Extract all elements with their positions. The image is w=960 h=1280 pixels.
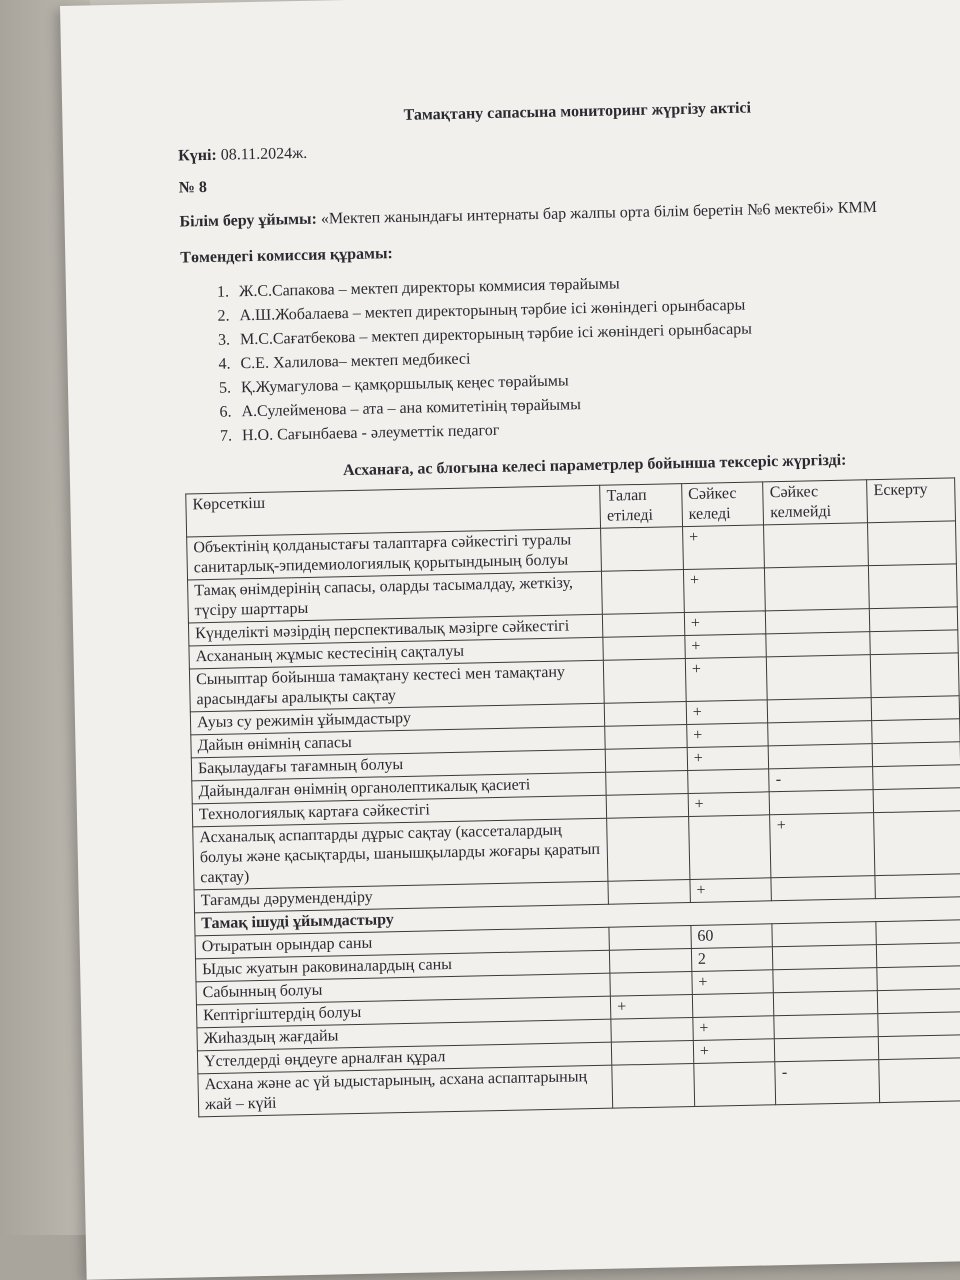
document-title: Тамақтану сапасына мониторинг жүргізу актісі: [403, 99, 752, 124]
row-mark-cell: [870, 607, 958, 632]
row-mark-cell: 60: [691, 924, 773, 949]
row-mark-cell: [692, 993, 774, 1018]
row-mark-cell: [764, 523, 869, 568]
row-indicator: Ауыз су режимін ұйымдастыру: [190, 703, 605, 735]
row-mark-cell: [774, 1014, 878, 1039]
row-indicator: Күнделікті мәзірдің перспективалық мәзірге сәйкестігі: [188, 614, 603, 646]
row-mark-cell: [610, 971, 692, 996]
commission-member: 2. А.Ш.Жобалаева – мектеп директорының тәрбие ісі жөніндегі орынбасары: [233, 290, 941, 329]
row-mark-cell: [775, 1037, 879, 1062]
row-indicator: Үстелдерді өңдеуге арналған құрал: [197, 1042, 612, 1074]
row-mark-cell: +: [688, 792, 770, 817]
commission-member: 6. А.Сулейменова – ата – ана комитетінің төрайымы: [235, 386, 943, 425]
row-mark-cell: [768, 721, 872, 746]
commission-list: [181, 266, 944, 450]
row-mark-cell: [604, 659, 687, 704]
row-mark-cell: [872, 742, 960, 767]
row-mark-cell: +: [692, 970, 774, 995]
commission-heading: Төмендегі комиссия құрамы:: [180, 245, 393, 267]
header-compliant: Сәйкес келеді: [681, 482, 764, 527]
row-indicator: Ыдыс жуатын раковиналардың саны: [195, 950, 610, 982]
date-label: Күні:: [177, 146, 217, 165]
row-mark-cell: [774, 991, 878, 1016]
header-note: Ескерту: [867, 478, 956, 523]
inspection-table: [185, 477, 960, 1117]
row-mark-cell: [874, 811, 960, 876]
row-mark-cell: [771, 876, 875, 901]
row-mark-cell: +: [687, 723, 769, 748]
row-mark-cell: +: [684, 611, 766, 636]
row-indicator: Сыныптар бойынша тамақтану кестесі мен тамақтану арасындағы аралықты сақтау: [189, 660, 604, 712]
row-mark-cell: +: [686, 700, 768, 725]
row-mark-cell: [772, 922, 876, 947]
commission-member: 5. Қ.Жумагулова – қамқоршылық кеңес төрайымы: [235, 362, 943, 401]
row-mark-cell: -: [769, 767, 873, 792]
row-mark-cell: [606, 771, 688, 796]
row-indicator: Асхана және ас үй ыдыстарының, асхана аспаптарының жай – күйі: [198, 1065, 613, 1117]
row-mark-cell: [612, 1063, 695, 1108]
row-mark-cell: +: [690, 878, 772, 903]
row-indicator: Сабынның болуы: [196, 973, 611, 1005]
row-mark-cell: [868, 521, 957, 566]
row-mark-cell: +: [682, 525, 765, 570]
row-mark-cell: [606, 794, 688, 819]
paper-sheet: [60, 0, 960, 1280]
row-indicator: Тағамды дәрумендендіру: [194, 881, 609, 913]
row-mark-cell: [608, 880, 690, 905]
row-mark-cell: +: [611, 994, 693, 1019]
row-mark-cell: [873, 765, 960, 790]
row-mark-cell: +: [685, 634, 767, 659]
row-indicator: Технологиялық картаға сәйкестігі: [192, 795, 607, 827]
org-label: Білім беру ұйымы:: [179, 210, 318, 231]
check-heading: Асханаға, ас блогына келесі параметрлер бойынша тексеріс жүргізді:: [342, 451, 847, 480]
row-mark-cell: [687, 769, 769, 794]
row-mark-cell: [769, 744, 873, 769]
row-mark-cell: [768, 698, 872, 723]
commission-member: 3. М.С.Сағатбекова – мектеп директорының тәрбие ісі жөніндегі орынбасары: [234, 314, 942, 353]
row-mark-cell: [879, 1035, 960, 1060]
row-mark-cell: [603, 613, 685, 638]
row-mark-cell: [876, 920, 960, 945]
row-indicator: Бақылаудағы тағамның болуы: [191, 749, 606, 781]
date-value: 08.11.2024ж.: [220, 144, 308, 164]
row-mark-cell: [766, 609, 870, 634]
row-mark-cell: [873, 788, 960, 813]
header-required: Талап етіледі: [600, 484, 683, 529]
document-body: [177, 96, 958, 1118]
row-indicator: Дайындалған өнімнің органолептикалық қасиеті: [192, 772, 607, 804]
row-mark-cell: [878, 989, 960, 1014]
row-mark-cell: -: [775, 1060, 880, 1105]
row-indicator: Объектінің қолданыстағы талаптарға сәйкестігі туралы санитарлық-эпидемиологиялық қорытындының болуы: [187, 528, 602, 580]
row-mark-cell: +: [685, 657, 768, 702]
row-mark-cell: [871, 696, 959, 721]
row-indicator: Жиһаздың жағдайы: [197, 1019, 612, 1051]
row-mark-cell: [770, 790, 874, 815]
row-indicator: Асхананың жұмыс кестесінің сақталуы: [189, 637, 604, 669]
row-mark-cell: +: [687, 746, 769, 771]
row-indicator: Дайын өнімнің сапасы: [191, 726, 606, 758]
org-value: «Мектеп жанындағы интернаты бар жалпы орта білім беретін №6 мектебі» КММ: [320, 198, 878, 228]
table-body-dining: [195, 920, 960, 1117]
row-indicator: Кептіргіштердің болуы: [196, 996, 611, 1028]
row-mark-cell: [869, 564, 958, 609]
header-noncompliant: Сәйкес келмейді: [763, 480, 868, 525]
row-mark-cell: [602, 570, 685, 615]
row-indicator: Асханалық аспаптарды дұрыс сақтау (кассеталардың болуы және қасықтарды, шанышқыларды жоғары қаратып сақтау): [193, 818, 608, 890]
commission-member: 7. Н.О. Сағынбаева - әлеуметтік педагог: [236, 410, 944, 449]
row-mark-cell: [765, 566, 870, 611]
row-mark-cell: [877, 943, 960, 968]
row-indicator: Тамақ өнімдерінің сапасы, оларды тасымалдау, жеткізу, түсіру шарттары: [188, 571, 603, 623]
row-mark-cell: [766, 632, 870, 657]
organization-line: [179, 196, 939, 234]
row-mark-cell: [612, 1040, 694, 1065]
row-mark-cell: +: [693, 1016, 775, 1041]
row-mark-cell: +: [683, 568, 766, 613]
row-indicator: Отыратын орындар саны: [195, 927, 610, 959]
row-mark-cell: 2: [691, 947, 773, 972]
commission-member: 1. Ж.С.Сапакова – мектеп директоры коммисия төрайымы: [233, 266, 941, 305]
row-mark-cell: [603, 636, 685, 661]
row-mark-cell: +: [770, 813, 875, 878]
commission-member: 4. С.Е. Халилова– мектеп медбикесі: [234, 338, 942, 377]
row-mark-cell: [605, 725, 687, 750]
table-body-main: [187, 521, 960, 913]
row-mark-cell: [694, 1062, 777, 1107]
row-mark-cell: [878, 1012, 960, 1037]
row-mark-cell: [773, 968, 877, 993]
row-mark-cell: [611, 1017, 693, 1042]
row-mark-cell: [605, 748, 687, 773]
header-indicator: Көрсеткіш: [186, 485, 601, 537]
date-line: [178, 132, 938, 166]
row-mark-cell: [609, 925, 691, 950]
row-mark-cell: +: [693, 1039, 775, 1064]
row-mark-cell: [601, 527, 684, 572]
row-mark-cell: [870, 630, 958, 655]
row-mark-cell: [688, 815, 771, 880]
row-mark-cell: [879, 1058, 960, 1103]
row-mark-cell: [875, 874, 960, 899]
row-mark-cell: [610, 948, 692, 973]
row-mark-cell: [871, 653, 960, 698]
row-mark-cell: [767, 655, 872, 700]
row-mark-cell: [773, 945, 877, 970]
row-mark-cell: [607, 817, 690, 882]
row-mark-cell: [604, 702, 686, 727]
row-mark-cell: [872, 719, 960, 744]
section-title: Тамақ ішуді ұйымдастыру: [195, 897, 960, 936]
row-mark-cell: [877, 966, 960, 991]
act-number: № 8: [178, 178, 208, 197]
